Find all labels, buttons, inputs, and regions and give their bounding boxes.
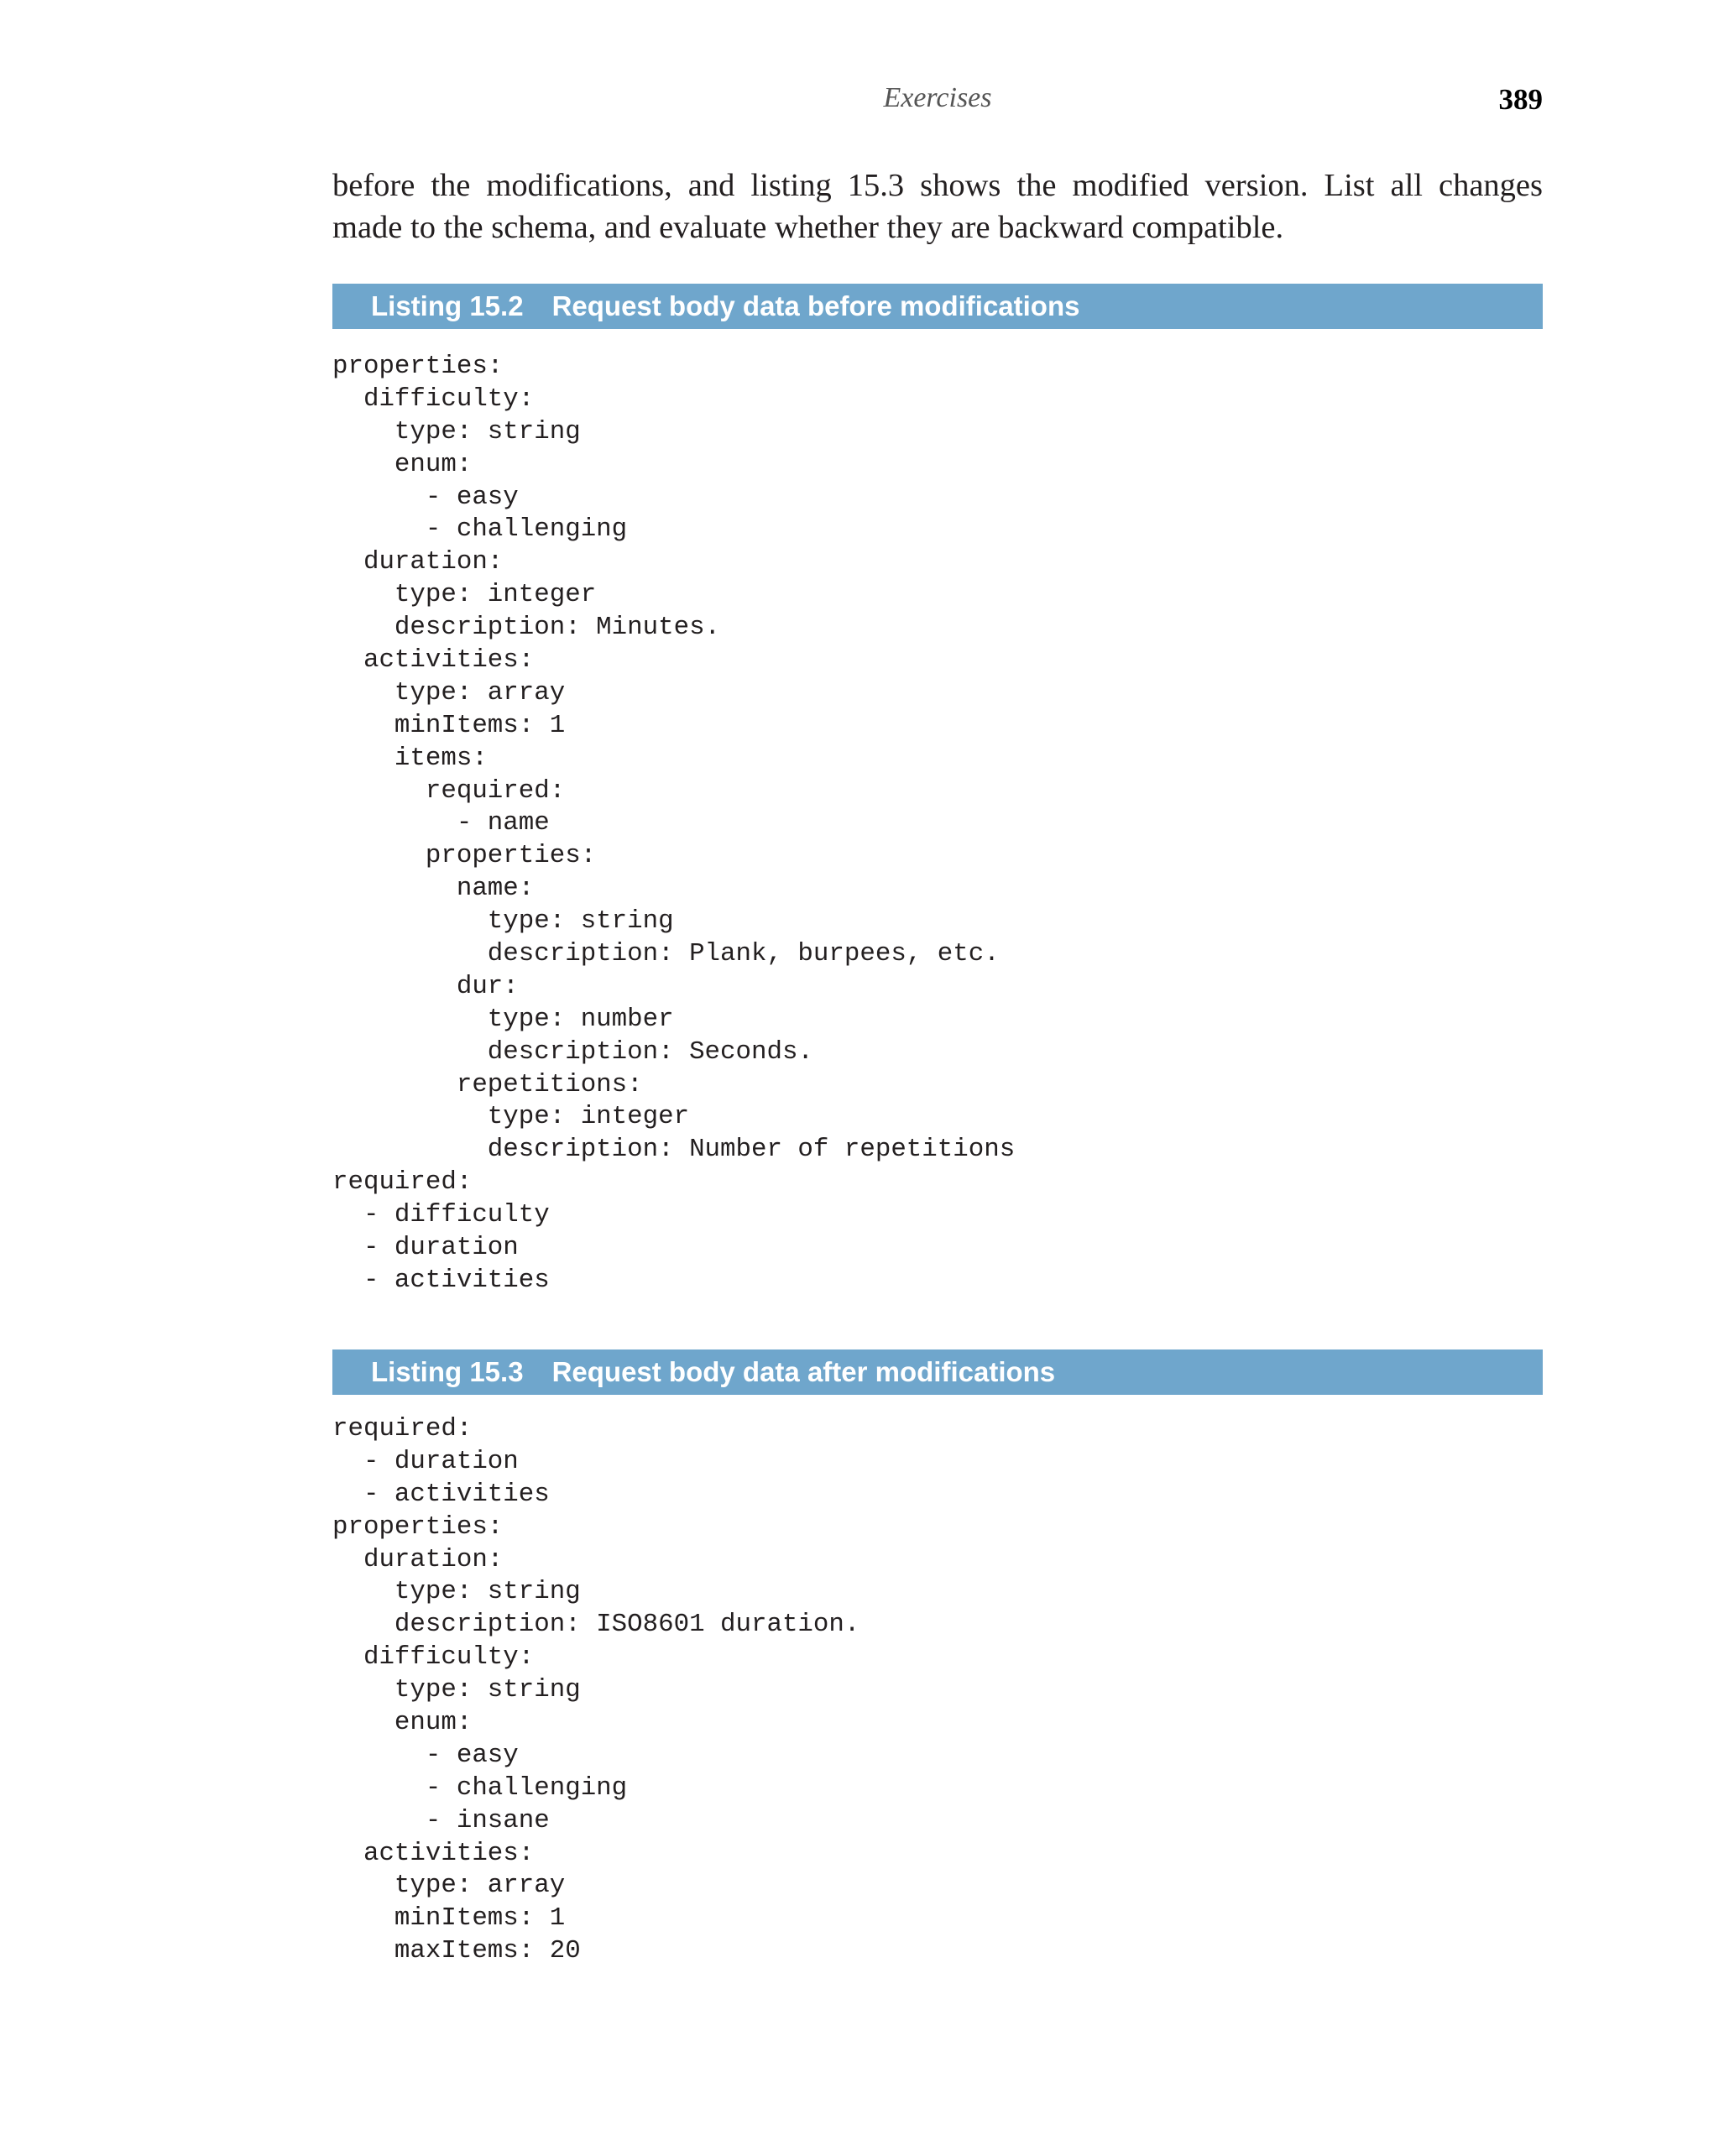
listing-caption-bar	[332, 284, 1543, 329]
code-line: required:	[332, 775, 566, 806]
listing-caption: Request body data after modifications	[551, 1356, 1056, 1387]
code-line: - insane	[332, 1805, 550, 1835]
code-line: - activities	[332, 1265, 550, 1295]
code-line: type: array	[332, 677, 566, 707]
code-line: difficulty:	[332, 384, 535, 414]
code-line: name:	[332, 874, 535, 904]
code-line: - name	[332, 808, 550, 838]
code-line: dur:	[332, 971, 519, 1001]
code-line: type: string	[332, 1675, 581, 1705]
code-listing	[332, 351, 1543, 1297]
code-line: - activities	[332, 1479, 550, 1509]
intro-paragraph	[332, 164, 1543, 248]
code-line: difficulty:	[332, 1642, 535, 1673]
code-line: duration:	[332, 1544, 504, 1574]
code-line: type: array	[332, 1871, 566, 1901]
code-line: activities:	[332, 645, 535, 676]
code-line: - duration	[332, 1233, 519, 1263]
listing-number: Listing 15.3	[371, 1356, 524, 1387]
code-line: properties:	[332, 352, 504, 381]
listing-caption: Request body data before modifications	[551, 290, 1080, 321]
page-header	[332, 77, 1543, 119]
code-line: - challenging	[332, 1772, 628, 1803]
code-line: type: string	[332, 1577, 581, 1607]
listing-caption-bar	[332, 1349, 1543, 1395]
code-line: description: Minutes.	[332, 613, 721, 643]
code-line: description: ISO8601 duration.	[332, 1610, 860, 1640]
code-line: activities:	[332, 1838, 535, 1868]
code-line: - difficulty	[332, 1200, 550, 1230]
code-listing	[332, 1413, 1543, 1968]
code-line: required:	[332, 1167, 473, 1198]
listing-number: Listing 15.2	[371, 290, 524, 321]
page-number: 389	[1498, 83, 1543, 116]
code-line: description: Seconds.	[332, 1036, 813, 1067]
code-line: required:	[332, 1414, 473, 1443]
code-line: repetitions:	[332, 1069, 643, 1099]
code-line: maxItems: 20	[332, 1936, 581, 1966]
code-line: items:	[332, 743, 488, 773]
code-line: enum:	[332, 1708, 473, 1738]
code-line: description: Plank, burpees, etc.	[332, 939, 1000, 969]
running-title: Exercises	[883, 82, 992, 113]
code-line: - easy	[332, 1740, 519, 1770]
code-line: properties:	[332, 1511, 504, 1542]
paragraph-line: made to the schema, and evaluate whether they are backward compatible.	[332, 210, 1284, 245]
code-line: type: string	[332, 906, 674, 937]
code-line: type: number	[332, 1004, 674, 1034]
code-line: type: integer	[332, 580, 597, 610]
code-line: type: integer	[332, 1102, 690, 1132]
code-line: enum:	[332, 449, 473, 479]
code-line: type: string	[332, 416, 581, 446]
code-line: - duration	[332, 1446, 519, 1476]
code-line: - challenging	[332, 514, 628, 545]
code-line: duration:	[332, 547, 504, 577]
paragraph-line: before the modifications, and listing 15.3 shows the modified version. List all changes	[332, 168, 1543, 203]
code-line: minItems: 1	[332, 1903, 566, 1934]
code-line: - easy	[332, 482, 519, 512]
code-line: minItems: 1	[332, 710, 566, 740]
code-line: properties:	[332, 841, 597, 871]
code-line: description: Number of repetitions	[332, 1135, 1016, 1165]
